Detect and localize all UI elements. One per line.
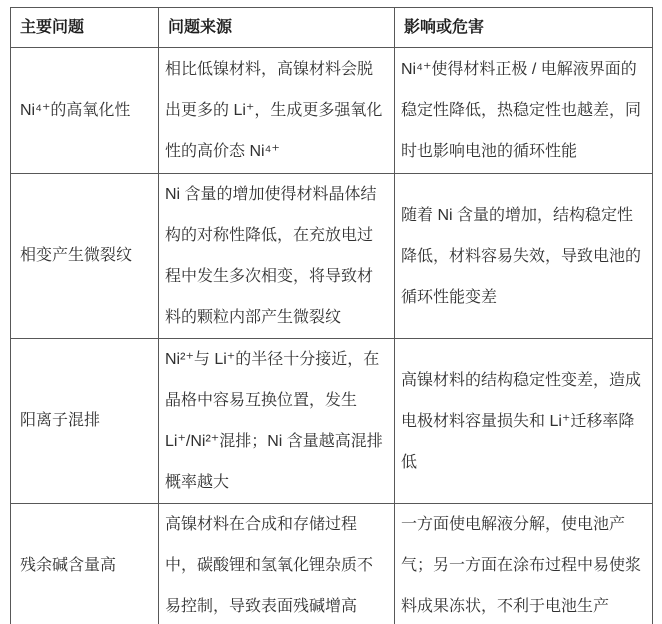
cell-impact-cation-mixing: 高镍材料的结构稳定性变差，造成电极材料容量损失和 Li⁺迁移率降低	[395, 339, 653, 504]
cell-problem-cation-mixing: 阳离子混排	[11, 339, 159, 504]
header-cell-impact-harm: 影响或危害	[395, 8, 653, 48]
cell-impact-ni4-oxidation: Ni⁴⁺使得材料正极 / 电解液界面的稳定性降低，热稳定性也越差，同时也影响电池的循环性能	[395, 48, 653, 174]
table-row	[11, 174, 653, 339]
cell-problem-residual-alkali: 残余碱含量高	[11, 504, 159, 624]
table-row	[11, 339, 653, 504]
header-cell-problem-source: 问题来源	[159, 8, 395, 48]
table-row	[11, 48, 653, 174]
cell-source-residual-alkali: 高镍材料在合成和存储过程中，碳酸锂和氢氧化锂杂质不易控制，导致表面残碱增高	[159, 504, 395, 624]
cell-source-ni4-oxidation: 相比低镍材料，高镍材料会脱出更多的 Li⁺，生成更多强氧化性的高价态 Ni⁴⁺	[159, 48, 395, 174]
header-cell-main-problem: 主要问题	[11, 8, 159, 48]
cell-source-microcracks: Ni 含量的增加使得材料晶体结构的对称性降低，在充放电过程中发生多次相变，将导致材料的颗粒内部产生微裂纹	[159, 174, 395, 339]
issues-table	[10, 7, 653, 624]
cell-problem-ni4-oxidation: Ni⁴⁺的高氧化性	[11, 48, 159, 174]
cell-problem-microcracks: 相变产生微裂纹	[11, 174, 159, 339]
cell-impact-residual-alkali: 一方面使电解液分解，使电池产气；另一方面在涂布过程中易使浆料成果冻状，不利于电池生产	[395, 504, 653, 624]
table-row	[11, 504, 653, 624]
cell-impact-microcracks: 随着 Ni 含量的增加，结构稳定性降低，材料容易失效，导致电池的循环性能变差	[395, 174, 653, 339]
cell-source-cation-mixing: Ni²⁺与 Li⁺的半径十分接近，在晶格中容易互换位置，发生 Li⁺/Ni²⁺混排；Ni 含量越高混排概率越大	[159, 339, 395, 504]
table-header-row	[11, 8, 653, 48]
